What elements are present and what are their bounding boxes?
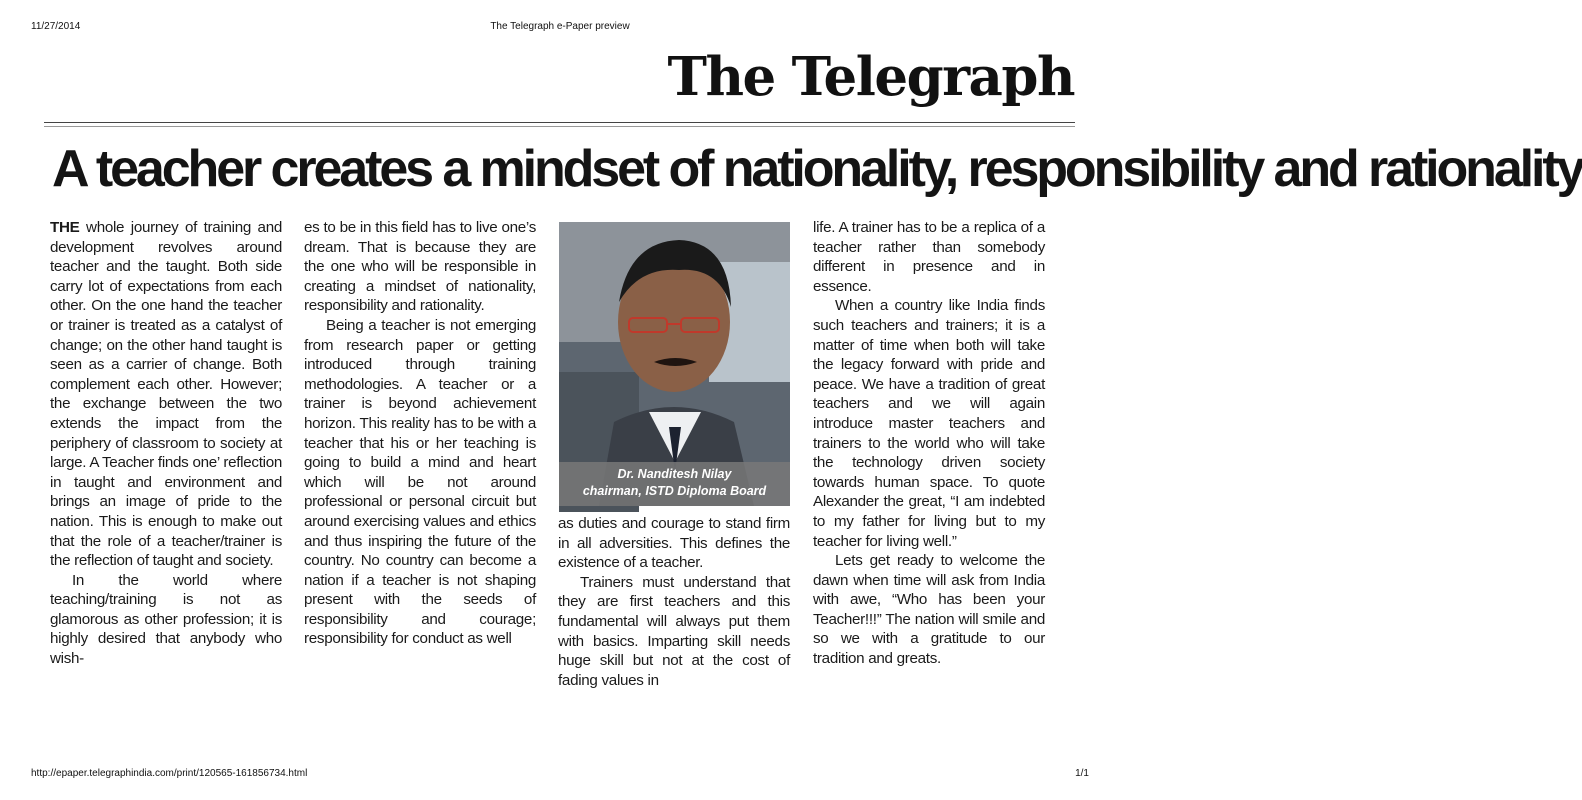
print-page-title: The Telegraph e-Paper preview [490,21,630,32]
print-date: 11/27/2014 [31,21,81,32]
article-column-3 [558,514,790,690]
paragraph-text: whole journey of training and development revolves around teacher and the taught. Both side carry lot of expectations from each other. On the one hand the teacher or trainer is treated as a catalyst of change; on the other hand taught is seen as a carrier of change. Both complement each other. However; the exchange between the two extends the impact from the periphery of classroom to society at large. A Teacher finds one’ reflection in taught and environment and brings an image of pride to the nation. This is enough to make out that the role of a teacher/trainer is the reflection of taught and society. [50,219,282,570]
caption-name: Dr. Nanditesh Nilay [617,467,732,481]
photo-caption [559,462,790,506]
print-url: http://epaper.telegraphindia.com/print/120565-161856734.html [31,768,308,779]
masthead-rule-secondary [44,126,1075,127]
caption-role: chairman, ISTD Diploma Board [582,484,767,498]
paragraph: When a country like India finds such teachers and trainers; it is a matter of time when both will take the legacy forward with pride and peace. We have a tradition of great teachers and we will again introduce master teachers and trainers to the world who will take the technology driven society towards human space. To quote Alexander the great, “I am indebted to my father for living but to my teacher for living well.” [813,297,1045,550]
paragraph: Lets get ready to welcome the dawn when time will ask from India with awe, “Who has been your Teacher!!!” The nation will smile and so we with a gratitude to our tradition and greats. [813,552,1045,668]
article-column-1 [50,218,282,669]
paragraph: life. A trainer has to be a replica of a teacher rather than somebody different in presence and in essence. [813,219,1045,295]
paragraph: In the world where teaching/training is not as glamorous as other profession; it is highly desired that anybody who wish- [50,571,282,668]
article-column-2 [304,218,536,649]
newspaper-masthead: The Telegraph [667,46,1074,108]
paragraph: Being a teacher is not emerging from research paper or getting introduced through training methodologies. A teacher or a trainer is beyond achievement horizon. This reality has to be with a teacher that his or her teaching is going to build a mind and heart which will be not around professional or personal circuit but around exercising values and ethics and thus inspiring the future of the country. No country can become a nation if a teacher is not shaping present with the seeds of responsibility and courage; responsibility for conduct as well [304,316,536,648]
article-column-4 [813,218,1045,669]
lead-word: THE [50,219,80,236]
page-number: 1/1 [1075,768,1089,779]
article-headline: A teacher creates a mindset of nationality, responsibility and rationality [52,140,1582,198]
paragraph [50,218,282,571]
paragraph: es to be in this field has to live one’s dream. That is because they are the one who will be responsible in creating a mindset of nationality, responsibility and rationality. [304,219,536,315]
paragraph: as duties and courage to stand firm in all adversities. This defines the existence of a teacher. [558,515,790,572]
paragraph: Trainers must understand that they are first teachers and this fundamental will always put them with basics. Imparting skill needs huge skill but not at the cost of fading values in [558,573,790,689]
masthead-rule [44,122,1075,123]
portrait-photo [559,222,790,506]
